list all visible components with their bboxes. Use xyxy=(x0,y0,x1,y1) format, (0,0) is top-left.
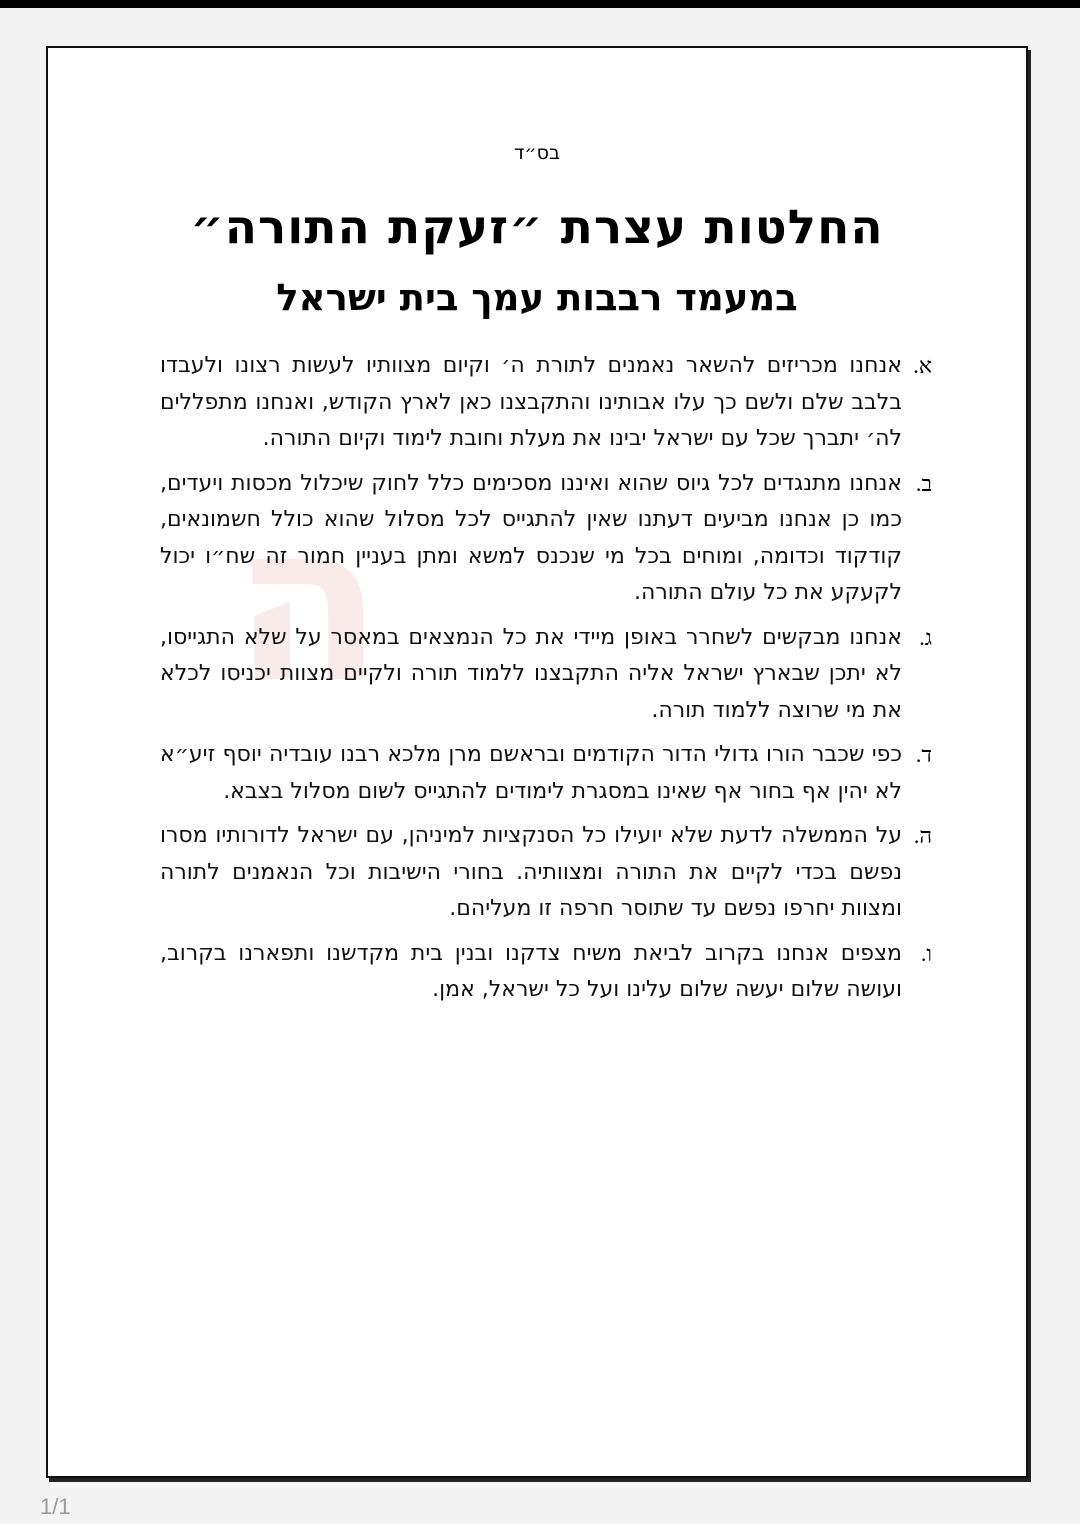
list-item xyxy=(160,818,932,928)
item-marker: ב. xyxy=(915,470,932,496)
item-marker: ה. xyxy=(913,823,932,848)
item-text: אנחנו מתנגדים לכל גיוס שהוא ואיננו מסכימים כלל לחוק שיכלול מכסות ויעדים, כמו כן אנחנו מביעים דעתנו שאין להתגייס לכל מסלול שהוא כולל חשמונאים, קודקוד וכדומה, ומוחים בכל מי שנכנס למשא ומתן בעניין חמור זה שח״ו יכול לקעקע את כל עולם התורה. xyxy=(160,470,902,605)
list-item xyxy=(160,348,932,458)
list-item xyxy=(160,936,932,1009)
item-marker: ד. xyxy=(915,742,932,767)
list-item xyxy=(160,466,932,612)
item-marker: א. xyxy=(913,353,932,378)
watermark-logo: ה xyxy=(232,475,384,731)
top-status-bar xyxy=(0,0,1080,8)
item-text: מצפים אנחנו בקרוב לביאת משיח צדקנו ובנין בית מקדשנו ותפארנו בקרוב, ועושה שלום יעשה שלום עלינו ועל כל ישראל, אמן. xyxy=(160,940,902,1002)
list-item xyxy=(160,737,932,810)
item-marker: ג. xyxy=(919,624,932,650)
item-text: כפי שכבר הורו גדולי הדור הקודמים ובראשם מרן מלכא רבנו עובדיה יוסף זיע״א לא יהין אף בחור אף שאינו במסגרת לימודים להתגייס לשום מסלול בצבא. xyxy=(160,742,902,804)
document-title: החלטות עצרת ״זעקת התורה״ xyxy=(190,200,884,255)
document-page xyxy=(46,46,1028,1478)
page-indicator: 1/1 xyxy=(40,1494,71,1519)
item-text: על הממשלה לדעת שלא יועילו כל הסנקציות למיניהן, עם ישראל לדורותיו מסרו נפשם בכדי לקיים את התורה ומצוותיה. בחורי הישיבות וכל הנאמנים לתורה ומצוות יחרפו נפשם עד שתוסר חרפה זו מעליהם. xyxy=(160,823,902,921)
document-subtitle: במעמד רבבות עמך בית ישראל xyxy=(276,276,798,319)
bsd-header: בס״ד xyxy=(514,142,560,164)
item-marker: ו. xyxy=(920,940,932,966)
item-text: אנחנו מכריזים להשאר נאמנים לתורת ה׳ וקיום מצוותיו לעשות רצונו ולעבדו בלבב שלם ולשם כך עלו אבותינו והתקבצנו כאן לארץ הקודש, ואנחנו מתפללים לה׳ יתברך שכל עם ישראל יבינו את מעלת וחובת לימוד וקיום התורה. xyxy=(160,353,902,451)
item-text: אנחנו מבקשים לשחרר באופן מיידי את כל הנמצאים במאסר על שלא התגייסו, לא יתכן שבארץ ישראל אליה התקבצנו ללמוד תורה ולקיים מצוות יכניסו לכלא את מי שרוצה ללמוד תורה. xyxy=(160,624,902,723)
resolutions-list xyxy=(160,348,932,1017)
list-item xyxy=(160,620,932,730)
